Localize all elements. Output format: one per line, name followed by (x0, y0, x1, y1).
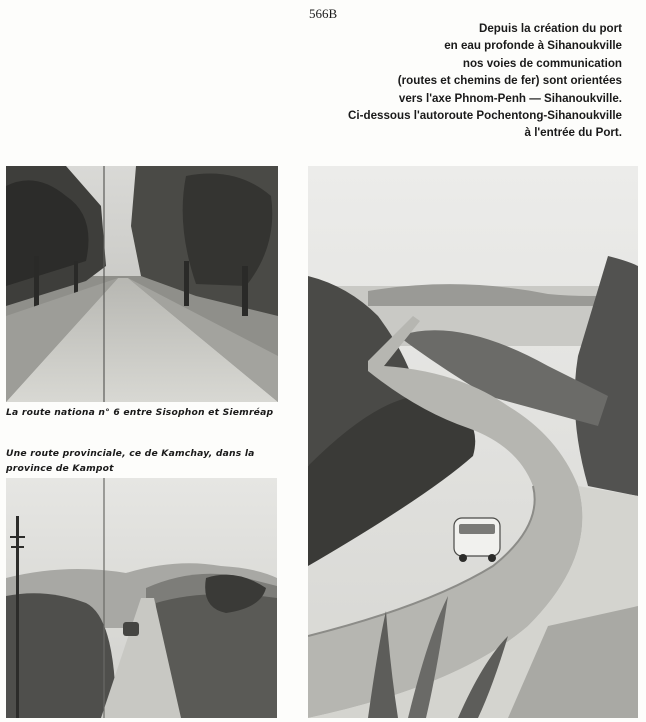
photo-route-6 (6, 166, 278, 402)
photo-provincial-road (6, 478, 277, 718)
intro-line: à l'entrée du Port. (524, 126, 622, 140)
caption-text: La route nationa n° 6 entre Sisophon et Siemréap (6, 407, 274, 418)
intro-line: (routes et chemins de fer) sont orientées (397, 74, 622, 88)
caption-route-6 (6, 405, 296, 420)
intro-line: Depuis la création du port (478, 22, 622, 35)
caption-line: Une route provinciale, ce de Kamchay, dans la (6, 448, 255, 459)
intro-line: vers l'axe Phnom-Penh — Sihanoukville. (398, 91, 622, 105)
intro-line: Ci-dessous l'autoroute Pochentong-Sihanoukville (348, 109, 622, 123)
caption-provincial (6, 446, 286, 476)
intro-text (302, 20, 622, 142)
page-number: 566B (309, 6, 338, 21)
intro-line: en eau profonde à Sihanoukville (444, 39, 622, 53)
intro-line: nos voies de communication (462, 56, 622, 70)
caption-line: province de Kampot (6, 463, 114, 474)
photo-highway-sihanoukville (308, 166, 638, 718)
